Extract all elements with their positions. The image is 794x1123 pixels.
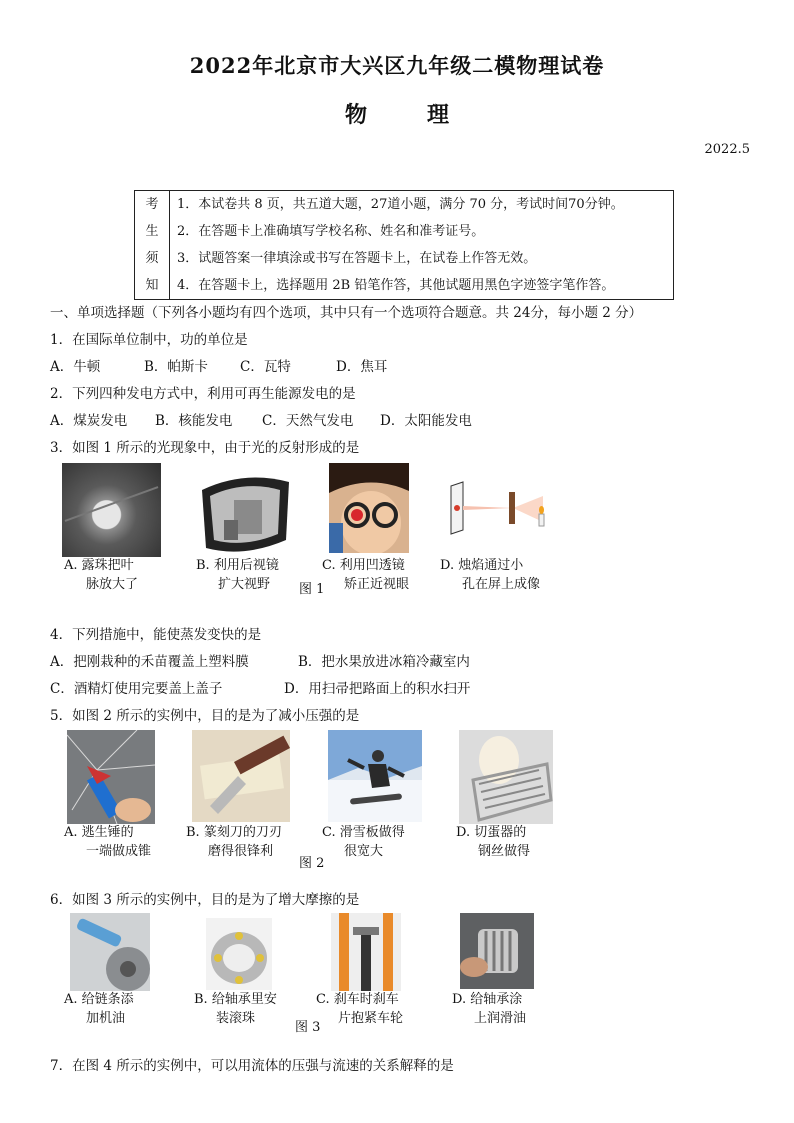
pinhole-candle-image [443, 478, 555, 538]
bike-brake-image [331, 913, 401, 991]
notice-item: 1．本试卷共 8 页，共五道大题，27道小题，满分 70 分，考试时间70分钟。 [177, 197, 624, 212]
exam-date: 2022.5 [704, 142, 750, 157]
q2-option-b[interactable]: B．核能发电 [155, 413, 233, 429]
question-1-stem: 1．在国际单位制中，功的单位是 [50, 332, 248, 348]
question-2-stem: 2．下列四种发电方式中，利用可再生能源发电的是 [50, 386, 356, 402]
notice-side-char: 知 [145, 278, 159, 293]
notice-side-char: 生 [145, 224, 159, 239]
chain-oil-image [70, 913, 150, 991]
question-3-stem: 3．如图 1 所示的光现象中，由于光的反射形成的是 [50, 440, 360, 456]
fig1-caption-b: B. 利用后视镜 扩大视野 [196, 558, 279, 592]
egg-slicer-image [459, 730, 553, 824]
fig2-caption-c: C. 滑雪板做得 很宽大 [322, 825, 405, 859]
notice-side-label [135, 191, 170, 299]
q4-option-a[interactable]: A．把刚栽种的禾苗覆盖上塑料膜 [50, 654, 249, 670]
question-6-stem: 6．如图 3 所示的实例中，目的是为了增大摩擦的是 [50, 892, 360, 908]
notice-item: 3．试题答案一律填涂或书写在答题卡上，在试卷上作答无效。 [177, 251, 537, 266]
fig2-caption-d: D. 切蛋器的 钢丝做得 [456, 825, 531, 859]
question-5-stem: 5．如图 2 所示的实例中，目的是为了减小压强的是 [50, 708, 360, 724]
fig3-caption-d: D. 给轴承涂 上润滑油 [452, 992, 527, 1026]
figure-2-label: 图 2 [299, 856, 325, 871]
q1-option-b[interactable]: B．帕斯卡 [144, 359, 208, 375]
notice-side-char: 须 [145, 251, 159, 266]
q1-option-d[interactable]: D．焦耳 [336, 359, 388, 375]
fig2-caption-b: B. 篆刻刀的刀刃 磨得很锋利 [186, 825, 282, 859]
notice-side-char: 考 [145, 197, 159, 212]
fig3-caption-c: C. 刹车时刹车 片抱紧车轮 [316, 992, 404, 1026]
notice-item: 4．在答题卡上，选择题用 2B 铅笔作答，其他试题用黑色字迹签字笔作答。 [177, 278, 615, 293]
dew-drop-image [62, 463, 161, 557]
candidate-notice [134, 190, 674, 300]
figure-1-label: 图 1 [299, 582, 325, 597]
q1-option-c[interactable]: C．瓦特 [240, 359, 291, 375]
fig3-caption-a: A. 给链条添 加机油 [64, 992, 134, 1026]
snowboard-image [328, 730, 422, 822]
q4-option-c[interactable]: C．酒精灯使用完要盖上盖子 [50, 681, 223, 697]
notice-items [177, 191, 624, 299]
page-title: 2022年北京市大兴区九年级二模物理试卷 [189, 53, 605, 78]
q2-option-d[interactable]: D．太阳能发电 [380, 413, 472, 429]
carving-knife-image [192, 730, 290, 822]
q4-option-b[interactable]: B．把水果放进冰箱冷藏室内 [298, 654, 470, 670]
q2-option-c[interactable]: C．天然气发电 [262, 413, 354, 429]
question-4-stem: 4．下列措施中，能使蒸发变快的是 [50, 627, 262, 643]
fig1-caption-a: A. 露珠把叶 脉放大了 [64, 558, 139, 592]
q2-option-a[interactable]: A．煤炭发电 [50, 413, 128, 429]
notice-item: 2．在答题卡上准确填写学校名称、姓名和准考证号。 [177, 224, 485, 239]
escape-hammer-image [67, 730, 155, 824]
myopia-boy-image [329, 463, 409, 553]
q1-option-a[interactable]: A．牛顿 [50, 359, 101, 375]
question-7-stem: 7．在图 4 所示的实例中，可以用流体的压强与流速的关系解释的是 [50, 1058, 454, 1074]
fig3-caption-b: B. 给轴承里安 装滚珠 [194, 992, 277, 1026]
section-heading: 一、单项选择题（下列各小题均有四个选项，其中只有一个选项符合题意。共 24分，每小题 2 分） [50, 305, 643, 321]
q4-option-d[interactable]: D．用扫帚把路面上的积水扫开 [284, 681, 471, 697]
fig2-caption-a: A. 逃生锤的 一端做成锥 [64, 825, 152, 859]
subject-title: 物理 [344, 102, 509, 128]
figure-3-label: 图 3 [295, 1020, 321, 1035]
bearing-balls-image [206, 918, 272, 990]
rearview-mirror-image [194, 470, 294, 560]
bearing-grease-image [460, 913, 534, 989]
fig1-caption-c: C. 利用凹透镜 矫正近视眼 [322, 558, 410, 592]
fig1-caption-d: D. 烛焰通过小 孔在屏上成像 [440, 558, 541, 592]
